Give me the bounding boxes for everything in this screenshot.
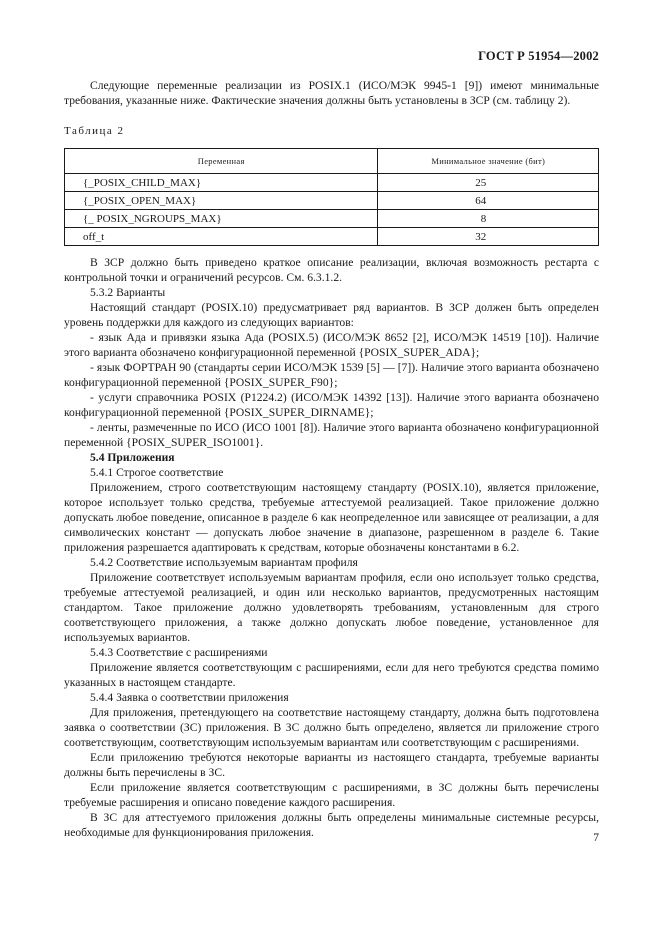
value-cell xyxy=(378,210,599,228)
variable-cell: {_POSIX_CHILD_MAX} xyxy=(65,174,378,192)
variable-cell: off_t xyxy=(65,228,378,246)
body-paragraph: Приложением, строго соответствующим настоящему стандарту (POSIX.10), является приложение, которое использует только средства, требуемые аттестуемой реализацией. Такое приложение должно допускать любое поведение, описанное в разделе 6 как неопределенное или зависящее от реализации, а для символических констант — допускать любое значение в диапазоне, разрешенном в разделе 6. Такие приложения разрешается адаптировать к средствам, которые обозначены константами в 6.2. xyxy=(64,481,599,554)
body-paragraph: Настоящий стандарт (POSIX.10) предусматривает ряд вариантов. В ЗСР должен быть определен уровень поддержки для каждого из следующих вариантов: xyxy=(64,301,599,329)
body-paragraph: Если приложению требуются некоторые варианты из настоящего стандарта, требуемые варианты должны быть перечислены в ЗС. xyxy=(64,751,599,779)
variable-cell: {_POSIX_OPEN_MAX} xyxy=(65,192,378,210)
column-header-min-value: Минимальное значение (бит) xyxy=(378,149,599,174)
body-paragraph: 5.4.1 Строгое соответствие xyxy=(90,466,224,479)
body-paragraph: В ЗС для аттестуемого приложения должны быть определены минимальные системные ресурсы, необходимые для функционирования приложения. xyxy=(64,811,599,839)
table-header-row xyxy=(65,149,599,174)
body-paragraph: В ЗСР должно быть приведено краткое описание реализации, включая возможность рестарта с контрольной точки и ограничений ресурсов. См. 6.3.1.2. xyxy=(64,256,599,284)
value-text: 8 xyxy=(480,212,487,225)
value-text: 32 xyxy=(475,230,487,243)
body-paragraph: 5.4.3 Соответствие с расширениями xyxy=(90,646,268,659)
variable-cell: {_ POSIX_NGROUPS_MAX} xyxy=(65,210,378,228)
intro-text xyxy=(64,78,599,108)
value-cell xyxy=(378,192,599,210)
value-cell xyxy=(378,228,599,246)
document-header: ГОСТ Р 51954—2002 xyxy=(478,49,599,63)
table-row xyxy=(65,174,599,192)
body-paragraph: Приложение соответствует используемым вариантам профиля, если оно использует только средства, требуемые аттестуемой реализацией, и один или несколько вариантов, предусмотренных настоящим стандартом. Такое приложение должно удовлетворять требованиям, установленным для строго соответствующего приложения, а также должно допускать любое поведение, установленное для используемых вариантов. xyxy=(64,571,599,644)
intro-paragraph: Следующие переменные реализации из POSIX.1 (ИСО/МЭК 9945-1 [9]) имеют минимальные требования, указанные ниже. Фактические значения должны быть установлены в ЗСР (см. таблицу 2). xyxy=(64,79,599,107)
body-paragraph: 5.3.2 Варианты xyxy=(90,286,166,299)
table-caption: Таблица 2 xyxy=(64,125,125,137)
page-number: 7 xyxy=(593,832,599,844)
body-paragraph: 5.4.2 Соответствие используемым вариантам профиля xyxy=(90,556,358,569)
table-2 xyxy=(64,148,599,246)
body-paragraph: - язык Ада и привязки языка Ада (POSIX.5) (ИСО/МЭК 8652 [2], ИСО/МЭК 14519 [10]). Наличие этого варианта обозначено конфигурационной переменной {POSIX_SUPER_ADA}; xyxy=(64,331,599,359)
column-header-variable: Переменная xyxy=(65,149,378,174)
section-heading: 5.4 Приложения xyxy=(90,451,175,464)
body-paragraph: - язык ФОРТРАН 90 (стандарты серии ИСО/МЭК 1539 [5] — [7]). Наличие этого варианта обозначено конфигурационной переменной {POSIX_SUPER_F90}; xyxy=(64,361,599,389)
value-cell xyxy=(378,174,599,192)
body-paragraph: 5.4.4 Заявка о соответствии приложения xyxy=(90,691,289,704)
body-paragraph: - услуги справочника POSIX (P1224.2) (ИСО/МЭК 14392 [13]). Наличие этого варианта обозначено конфигурационной переменной {POSIX_SUPER_DIRNAME}; xyxy=(64,391,599,419)
body-paragraph: Приложение является соответствующим с расширениями, если для него требуются средства помимо указанных в настоящем стандарте. xyxy=(64,661,599,689)
body-paragraph: Если приложение является соответствующим с расширениями, в ЗС должны быть перечислены требуемые расширения и описано поведение каждого расширения. xyxy=(64,781,599,809)
table-row xyxy=(65,210,599,228)
value-text: 64 xyxy=(475,194,487,207)
value-text: 25 xyxy=(475,176,487,189)
body-text xyxy=(64,255,599,840)
table-row xyxy=(65,228,599,246)
body-paragraph: Для приложения, претендующего на соответствие настоящему стандарту, должна быть подготовлена заявка о соответствии (ЗС) приложения. В ЗС должно быть определено, является ли приложение строго соответствующим, соответствующим используемым вариантам или соответствующим с расширениями. xyxy=(64,706,599,749)
body-paragraph: - ленты, размеченные по ИСО (ИСО 1001 [8]). Наличие этого варианта обозначено конфигурационной переменной {POSIX_SUPER_ISO1001}. xyxy=(64,421,599,449)
table-row xyxy=(65,192,599,210)
